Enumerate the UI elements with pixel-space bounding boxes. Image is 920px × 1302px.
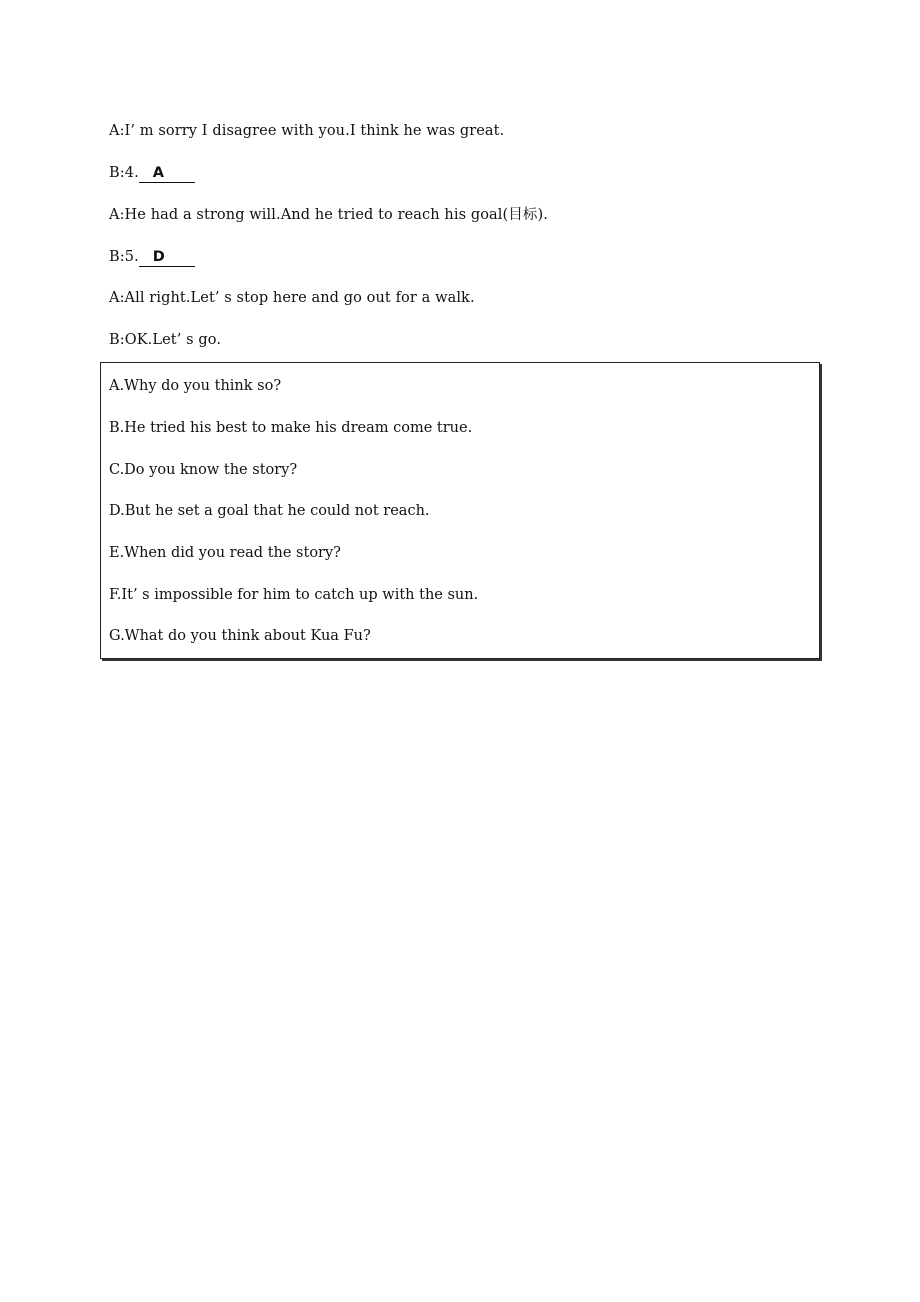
option-b: B.He tried his best to make his dream come true. — [109, 420, 473, 436]
option-d: D.But he set a goal that he could not reach. — [109, 503, 430, 519]
answer-blank — [139, 249, 195, 267]
option-c: C.Do you know the story? — [109, 462, 298, 478]
question-number: B:5. — [109, 249, 139, 265]
dialogue-line-6: B:OK.Let’ s go. — [109, 332, 222, 348]
answer-letter: A — [152, 165, 165, 181]
dialogue-line-3: A:He had a strong will.And he tried to reach his goal(目标). — [109, 207, 548, 223]
option-g: G.What do you think about Kua Fu? — [109, 628, 371, 644]
answer-letter: D — [152, 249, 165, 265]
dialogue-line-2 — [109, 163, 195, 183]
option-a: A.Why do you think so? — [109, 378, 282, 394]
option-e: E.When did you read the story? — [109, 545, 341, 561]
options-box — [100, 362, 820, 659]
dialogue-line-4 — [109, 247, 195, 267]
option-f: F.It’ s impossible for him to catch up with the sun. — [109, 587, 479, 603]
answer-blank — [139, 165, 195, 183]
dialogue-line-5: A:All right.Let’ s stop here and go out for a walk. — [109, 290, 475, 306]
dialogue-line-1: A:I’ m sorry I disagree with you.I think he was great. — [109, 123, 505, 139]
question-number: B:4. — [109, 165, 139, 181]
